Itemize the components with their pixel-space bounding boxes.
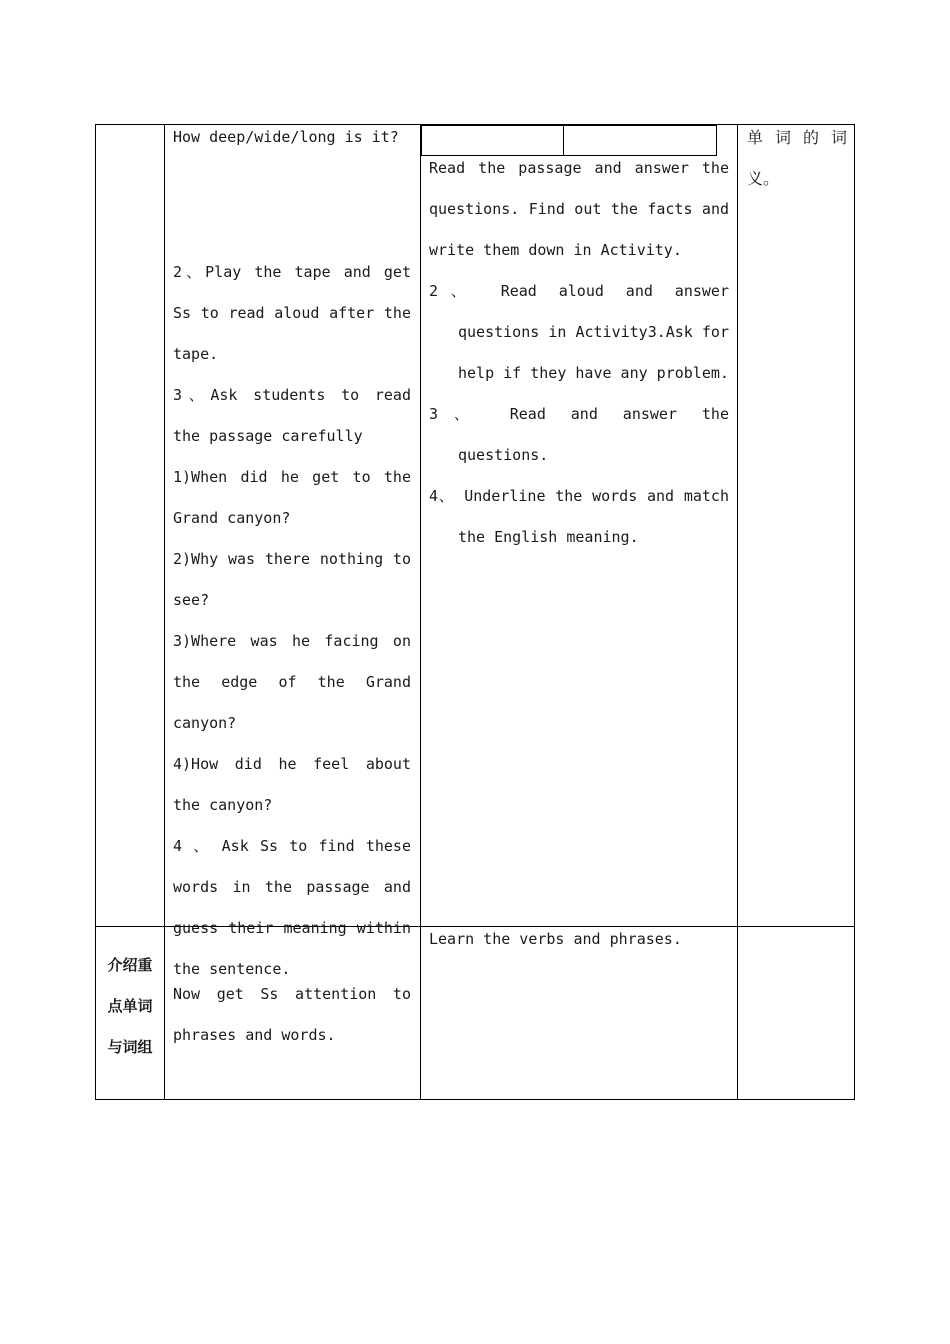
- question-item: 2)Why was there nothing to see?: [173, 550, 411, 609]
- teacher-text: Now get Ss attention to phrases and words.: [173, 985, 411, 1044]
- table-right-border: [854, 124, 855, 1100]
- student-step-2: 2、 Read aloud and answer questions in Activity3.Ask for help if they have any problem.: [429, 282, 729, 382]
- student-step-3: 3、 Read and answer the questions.: [429, 405, 729, 464]
- purpose-text: 单 词 的 词 义。: [747, 128, 847, 188]
- column-divider-2: [420, 124, 421, 1100]
- teacher-step-4: 4 、 Ask Ss to find these words in the passage and guess their meaning within the sentence.: [173, 837, 411, 978]
- row-label-line: 与词组: [107, 1038, 153, 1056]
- student-text: Learn the verbs and phrases.: [429, 930, 682, 948]
- student-activity-cell: [429, 148, 729, 558]
- question-item: 3)Where was he facing on the edge of the Grand canyon?: [173, 632, 411, 732]
- row-label-cell: [96, 945, 164, 1068]
- teacher-step-3: 3、Ask students to read the passage carefully: [173, 386, 411, 445]
- table-bottom-border: [95, 1099, 855, 1100]
- question-line: How deep/wide/long is it?: [173, 128, 399, 146]
- spacer: [173, 158, 411, 252]
- column-divider-3: [737, 124, 738, 1100]
- question-item: 4)How did he feel about the canyon?: [173, 755, 411, 814]
- student-activity-cell-2: [429, 919, 729, 960]
- teacher-activity-cell-2: [173, 974, 411, 1056]
- column-divider-1: [164, 124, 165, 1100]
- row-label-line: 点单词: [107, 997, 153, 1015]
- student-intro: Read the passage and answer the questions. Find out the facts and write them down in Activity.: [429, 159, 729, 259]
- teacher-activity-cell: [173, 117, 411, 990]
- row-label-line: 介绍重: [107, 956, 153, 974]
- teacher-step-2: 2、Play the tape and get Ss to read aloud after the tape.: [173, 263, 411, 363]
- lesson-plan-table: [95, 124, 855, 1101]
- student-step-4: 4、 Underline the words and match the English meaning.: [429, 487, 729, 546]
- purpose-cell: [747, 117, 847, 199]
- question-item: 1)When did he get to the Grand canyon?: [173, 468, 411, 527]
